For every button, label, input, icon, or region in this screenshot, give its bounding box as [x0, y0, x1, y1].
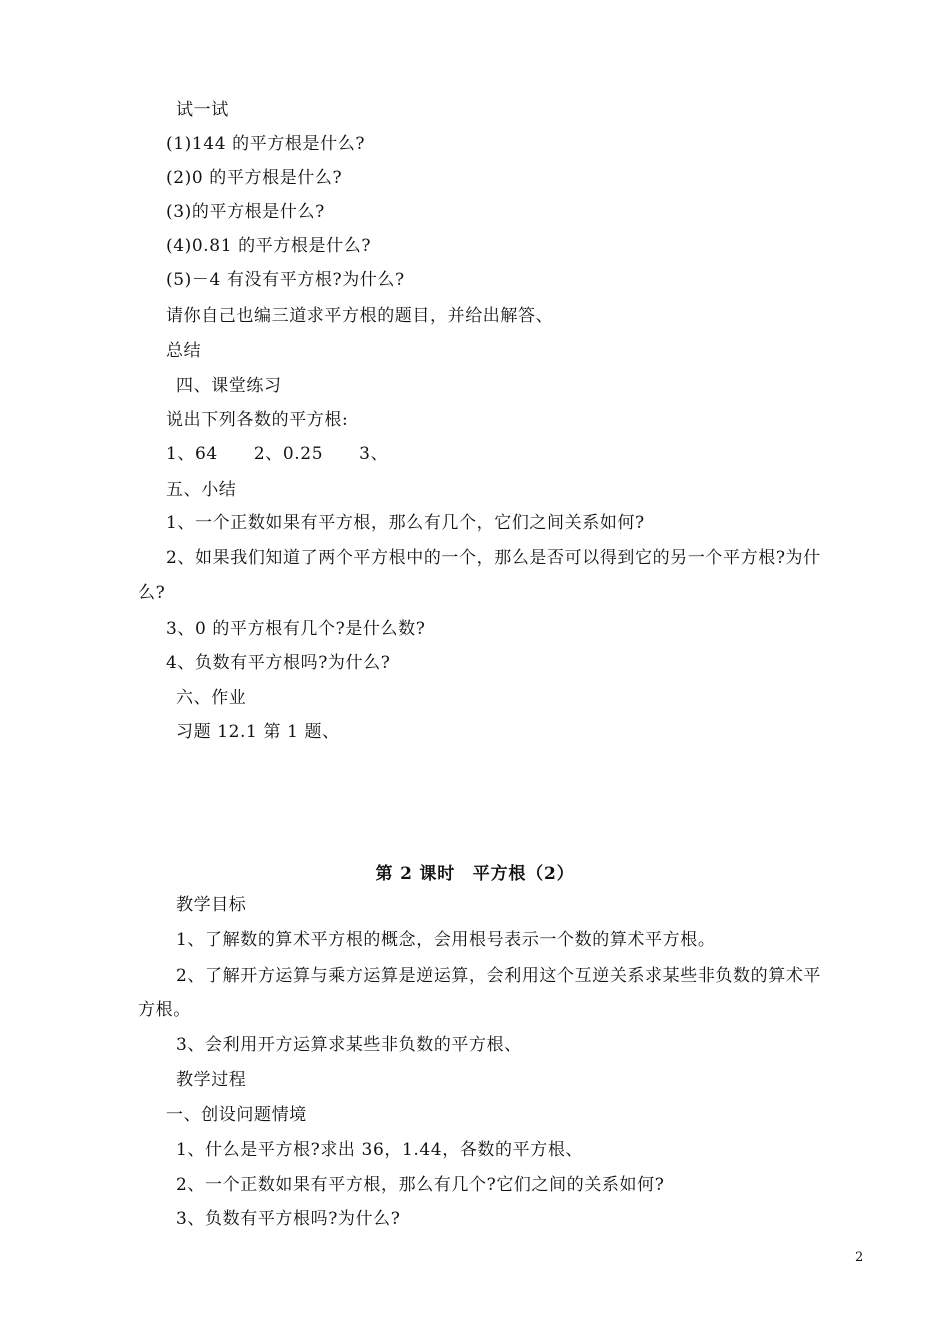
text-line: 3、会利用开方运算求某些非负数的平方根、 — [176, 1035, 522, 1055]
text-line: 1、什么是平方根?求出 36，1.44，各数的平方根、 — [176, 1140, 584, 1160]
text-line: 五、小结 — [166, 480, 237, 500]
text-line: 么? — [138, 583, 166, 603]
text-line: (2)0 的平方根是什么? — [166, 168, 343, 188]
text-line: 2、如果我们知道了两个平方根中的一个，那么是否可以得到它的另一个平方根?为什 — [166, 548, 821, 568]
page-number: 2 — [855, 1250, 864, 1265]
text-line: 六、作业 — [176, 688, 247, 708]
text-line: 4、负数有平方根吗?为什么? — [166, 653, 391, 673]
text-line: (4)0.81 的平方根是什么? — [166, 236, 372, 256]
text-line: 教学目标 — [176, 895, 247, 915]
text-line: 3、0 的平方根有几个?是什么数? — [166, 619, 426, 639]
text-line: 总结 — [166, 341, 202, 361]
text-line: (3)的平方根是什么? — [166, 202, 325, 222]
text-line: 3、负数有平方根吗?为什么? — [176, 1209, 401, 1229]
text-line: 2、了解开方运算与乘方运算是逆运算，会利用这个互逆关系求某些非负数的算术平 — [176, 966, 822, 986]
text-line: 四、课堂练习 — [176, 376, 282, 396]
text-line: 1、64 2、0.25 3、 — [166, 444, 389, 464]
text-line: (5)－4 有没有平方根?为什么? — [166, 270, 405, 290]
text-line: (1)144 的平方根是什么? — [166, 134, 366, 154]
text-line: 教学过程 — [176, 1070, 247, 1090]
text-line: 请你自己也编三道求平方根的题目，并给出解答、 — [166, 306, 554, 326]
text-line: 1、了解数的算术平方根的概念，会用根号表示一个数的算术平方根。 — [176, 930, 716, 950]
text-line: 1、一个正数如果有平方根，那么有几个，它们之间关系如何? — [166, 513, 645, 533]
section-title: 第 2 课时 平方根（2） — [375, 864, 575, 884]
text-line: 一、创设问题情境 — [166, 1105, 307, 1125]
text-line: 试一试 — [176, 100, 229, 120]
text-line: 习题 12.1 第 1 题、 — [176, 722, 340, 742]
text-line: 2、一个正数如果有平方根，那么有几个?它们之间的关系如何? — [176, 1175, 665, 1195]
text-line: 方根。 — [138, 1000, 191, 1020]
text-line: 说出下列各数的平方根: — [166, 410, 349, 430]
